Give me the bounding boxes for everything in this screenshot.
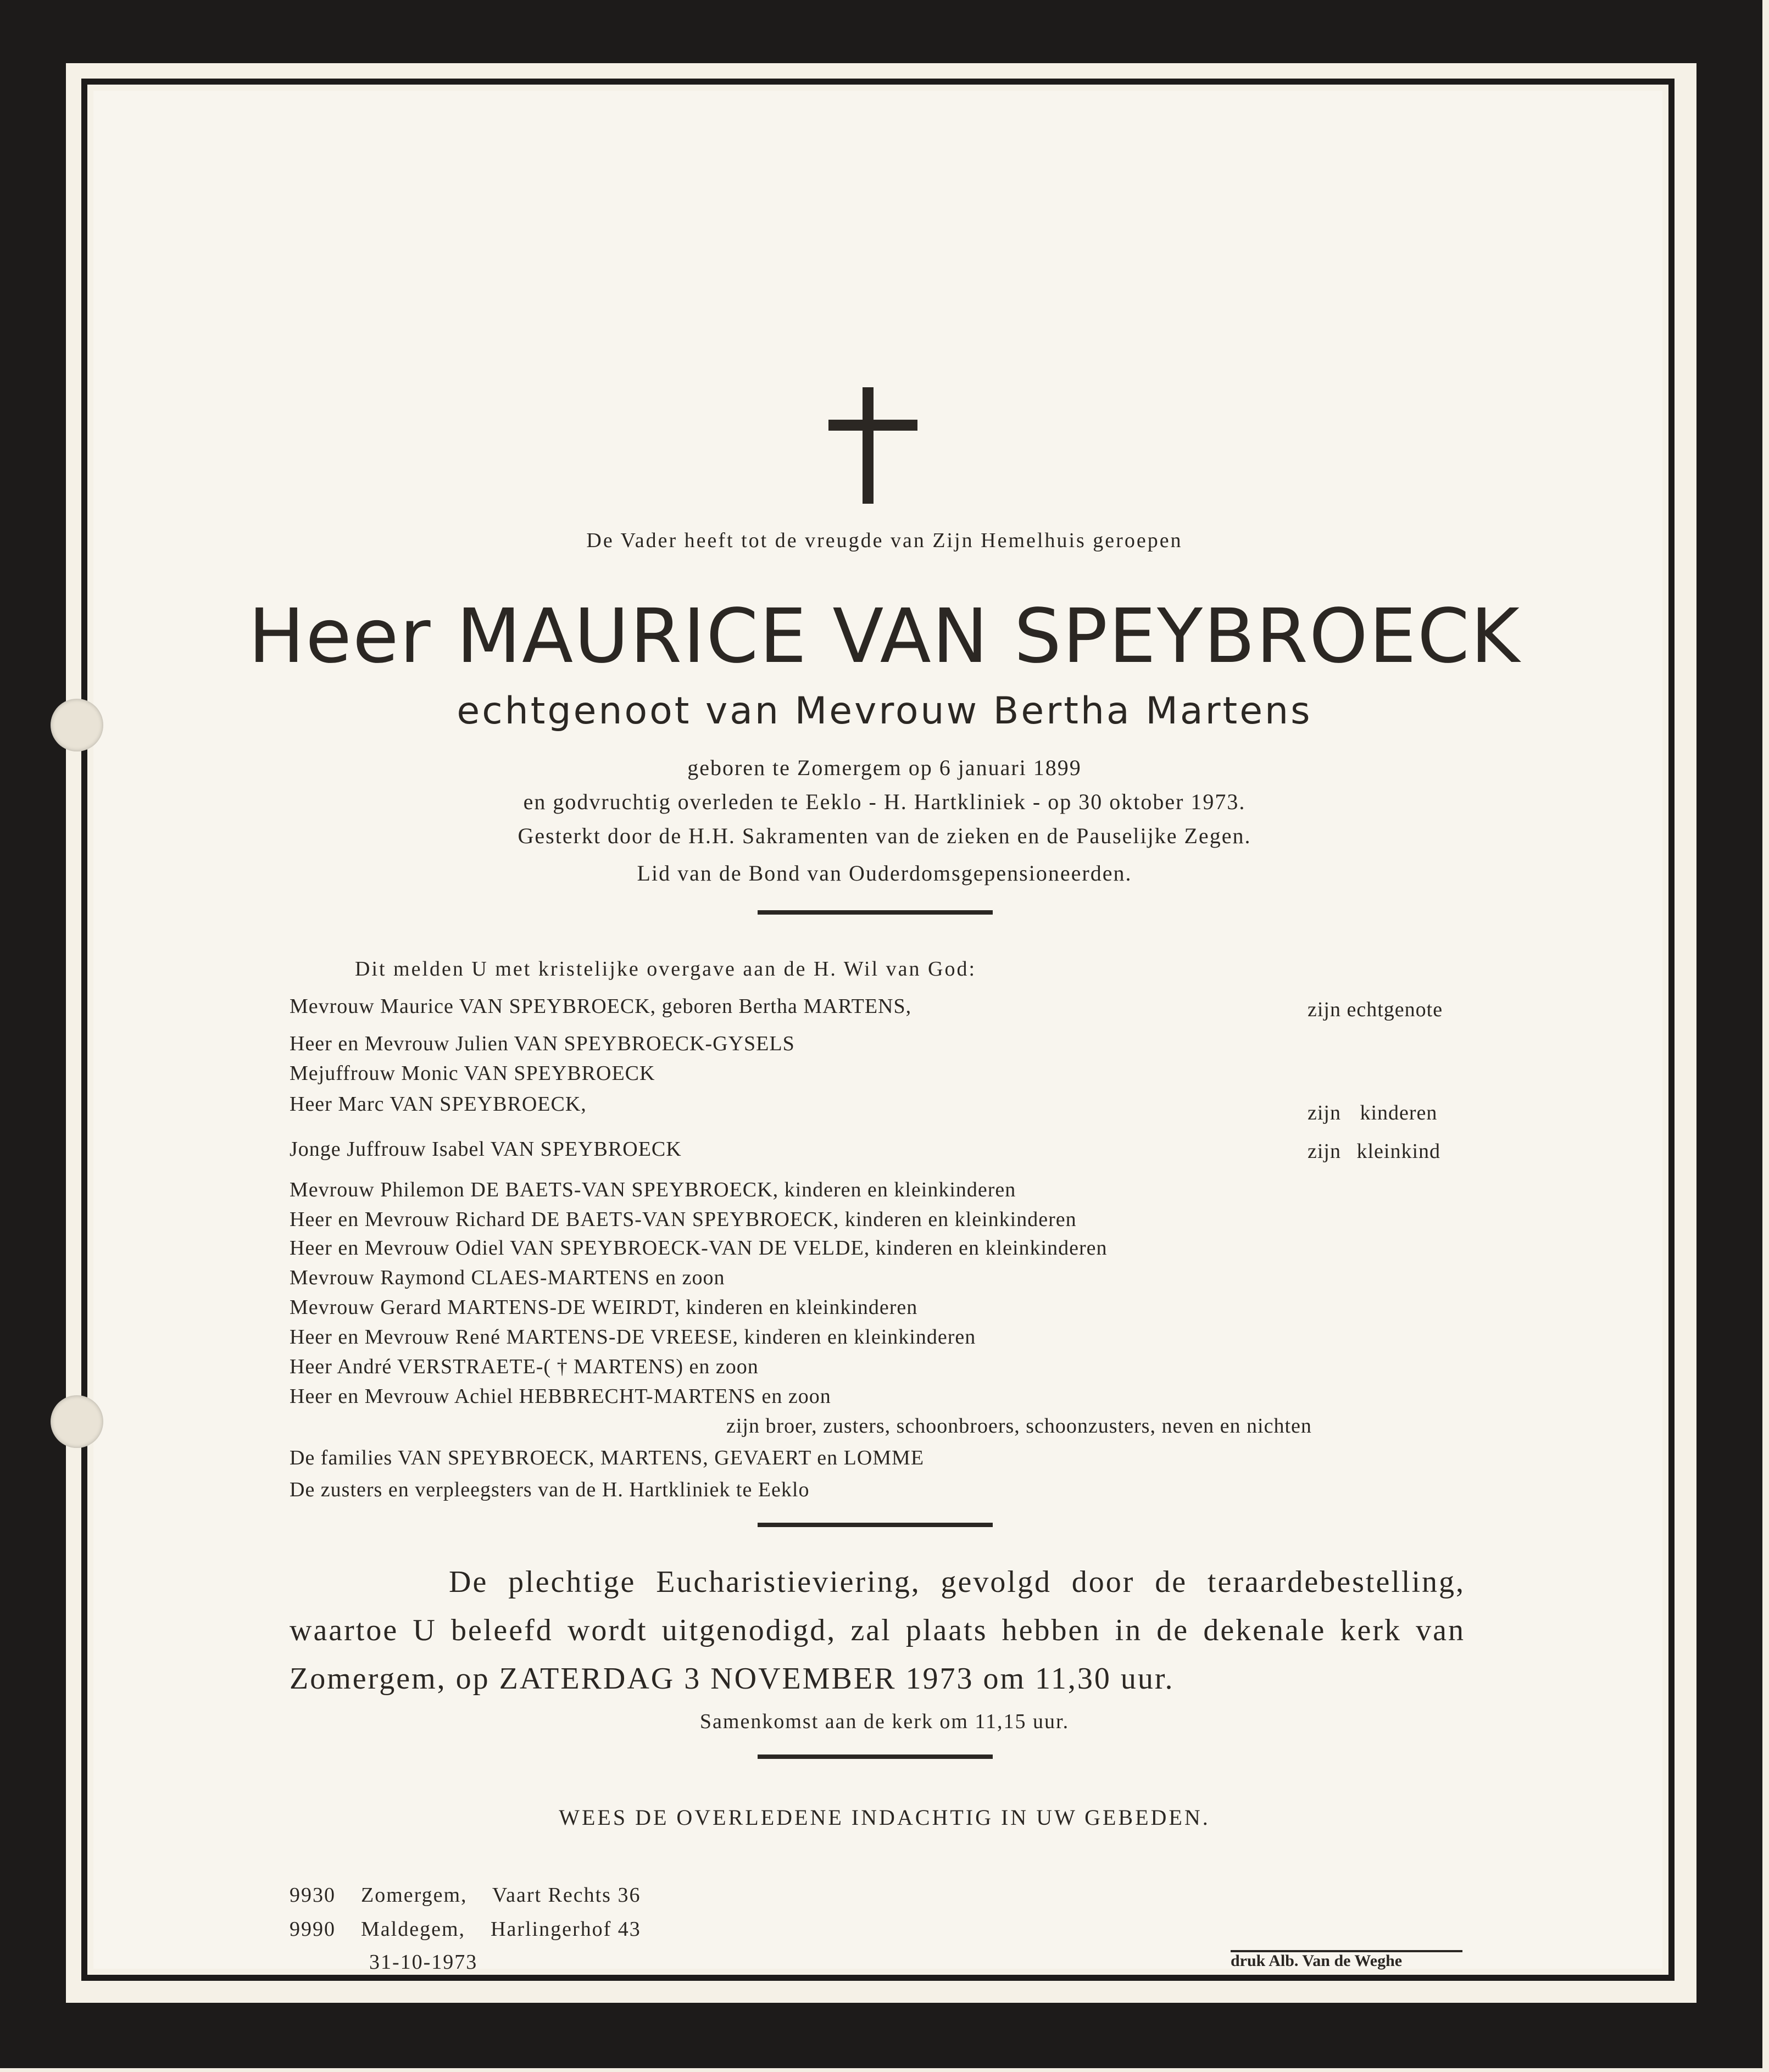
mourner-line: Heer en Mevrouw Odiel VAN SPEYBROECK-VAN DE VELDE, kinderen en kleinkinderen	[290, 1236, 1108, 1260]
punch-hole	[51, 1395, 103, 1448]
mourner-line: Heer en Mevrouw Julien VAN SPEYBROECK-GYSELS	[290, 1032, 795, 1055]
mourner-line: Mevrouw Maurice VAN SPEYBROECK, geboren Bertha MARTENS,	[290, 995, 912, 1018]
street: Vaart Rechts 36	[492, 1884, 641, 1907]
mourner-line: De families VAN SPEYBROECK, MARTENS, GEVAERT en LOMME	[290, 1446, 925, 1469]
address-line	[290, 1883, 641, 1907]
ceremony-line: waartoe U beleefd wordt uitgenodigd, zal plaats hebben in de dekenale kerk van	[290, 1613, 1465, 1647]
mourner-line: Heer en Mevrouw Richard DE BAETS-VAN SPEYBROECK, kinderen en kleinkinderen	[290, 1208, 1077, 1231]
mourner-line: Heer en Mevrouw Achiel HEBBRECHT-MARTENS en zoon	[290, 1385, 831, 1408]
address-line	[290, 1917, 641, 1941]
mourner-line: Mevrouw Raymond CLAES-MARTENS en zoon	[290, 1266, 725, 1289]
membership-line: Lid van de Bond van Ouderdomsgepensioneerden.	[637, 861, 1132, 885]
spouse-line: echtgenoot van Mevrouw Bertha Martens	[457, 689, 1312, 733]
divider	[758, 1754, 993, 1759]
intro-line: De Vader heeft tot de vreugde van Zijn Hemelhuis geroepen	[586, 529, 1183, 552]
date-line: 31-10-1973	[369, 1951, 478, 1974]
mourner-line: Mejuffrouw Monic VAN SPEYBROECK	[290, 1062, 655, 1085]
closing-prayer: WEES DE OVERLEDENE INDACHTIG IN UW GEBEDEN.	[559, 1805, 1210, 1830]
deceased-name: Heer MAURICE VAN SPEYBROECK	[248, 593, 1521, 680]
announcement-intro: Dit melden U met kristelijke overgave aan de H. Wil van God:	[355, 957, 977, 981]
postcode: 9930	[290, 1884, 336, 1907]
street: Harlingerhof 43	[491, 1918, 641, 1941]
ceremony-text	[290, 1613, 1465, 1648]
ceremony-line: De plechtige Eucharistieviering, gevolgd door de teraardebestelling,	[449, 1565, 1465, 1599]
birth-line: geboren te Zomergem op 6 januari 1899	[687, 755, 1082, 780]
mourner-line: Mevrouw Philemon DE BAETS-VAN SPEYBROECK, kinderen en kleinkinderen	[290, 1178, 1016, 1201]
mourner-line: De zusters en verpleegsters van de H. Hartkliniek te Eeklo	[290, 1478, 810, 1501]
place: Zomergem,	[361, 1884, 468, 1907]
relation-label: zijn kleinkind	[1308, 1140, 1441, 1163]
relation-label: zijn broer, zusters, schoonbroers, schoonzusters, neven en nichten	[726, 1414, 1312, 1438]
gathering-line: Samenkomst aan de kerk om 11,15 uur.	[699, 1710, 1070, 1733]
ceremony-text	[290, 1661, 1465, 1696]
sacraments-line: Gesterkt door de H.H. Sakramenten van de zieken en de Pauselijke Zegen.	[518, 823, 1251, 848]
mourner-line: Heer André VERSTRAETE-( † MARTENS) en zoon	[290, 1355, 759, 1378]
postcode: 9990	[290, 1918, 336, 1941]
mourner-line: Heer Marc VAN SPEYBROECK,	[290, 1093, 587, 1116]
divider	[758, 1523, 993, 1527]
mourner-line: Jonge Juffrouw Isabel VAN SPEYBROECK	[290, 1138, 682, 1161]
mourner-line: Mevrouw Gerard MARTENS-DE WEIRDT, kinderen en kleinkinderen	[290, 1296, 918, 1319]
relation-label: zijn echtgenote	[1308, 998, 1443, 1021]
place: Maldegem,	[361, 1918, 466, 1941]
divider	[758, 910, 993, 915]
death-line: en godvruchtig overleden te Eeklo - H. Hartkliniek - op 30 oktober 1973.	[523, 789, 1246, 814]
ceremony-text	[290, 1564, 1465, 1600]
ceremony-line: Zomergem, op ZATERDAG 3 NOVEMBER 1973 om 11,30 uur.	[290, 1662, 1175, 1696]
relation-label: zijn kinderen	[1308, 1101, 1438, 1124]
mourner-line: Heer en Mevrouw René MARTENS-DE VREESE, kinderen en kleinkinderen	[290, 1325, 976, 1349]
printer-credit: druk Alb. Van de Weghe	[1231, 1952, 1403, 1970]
